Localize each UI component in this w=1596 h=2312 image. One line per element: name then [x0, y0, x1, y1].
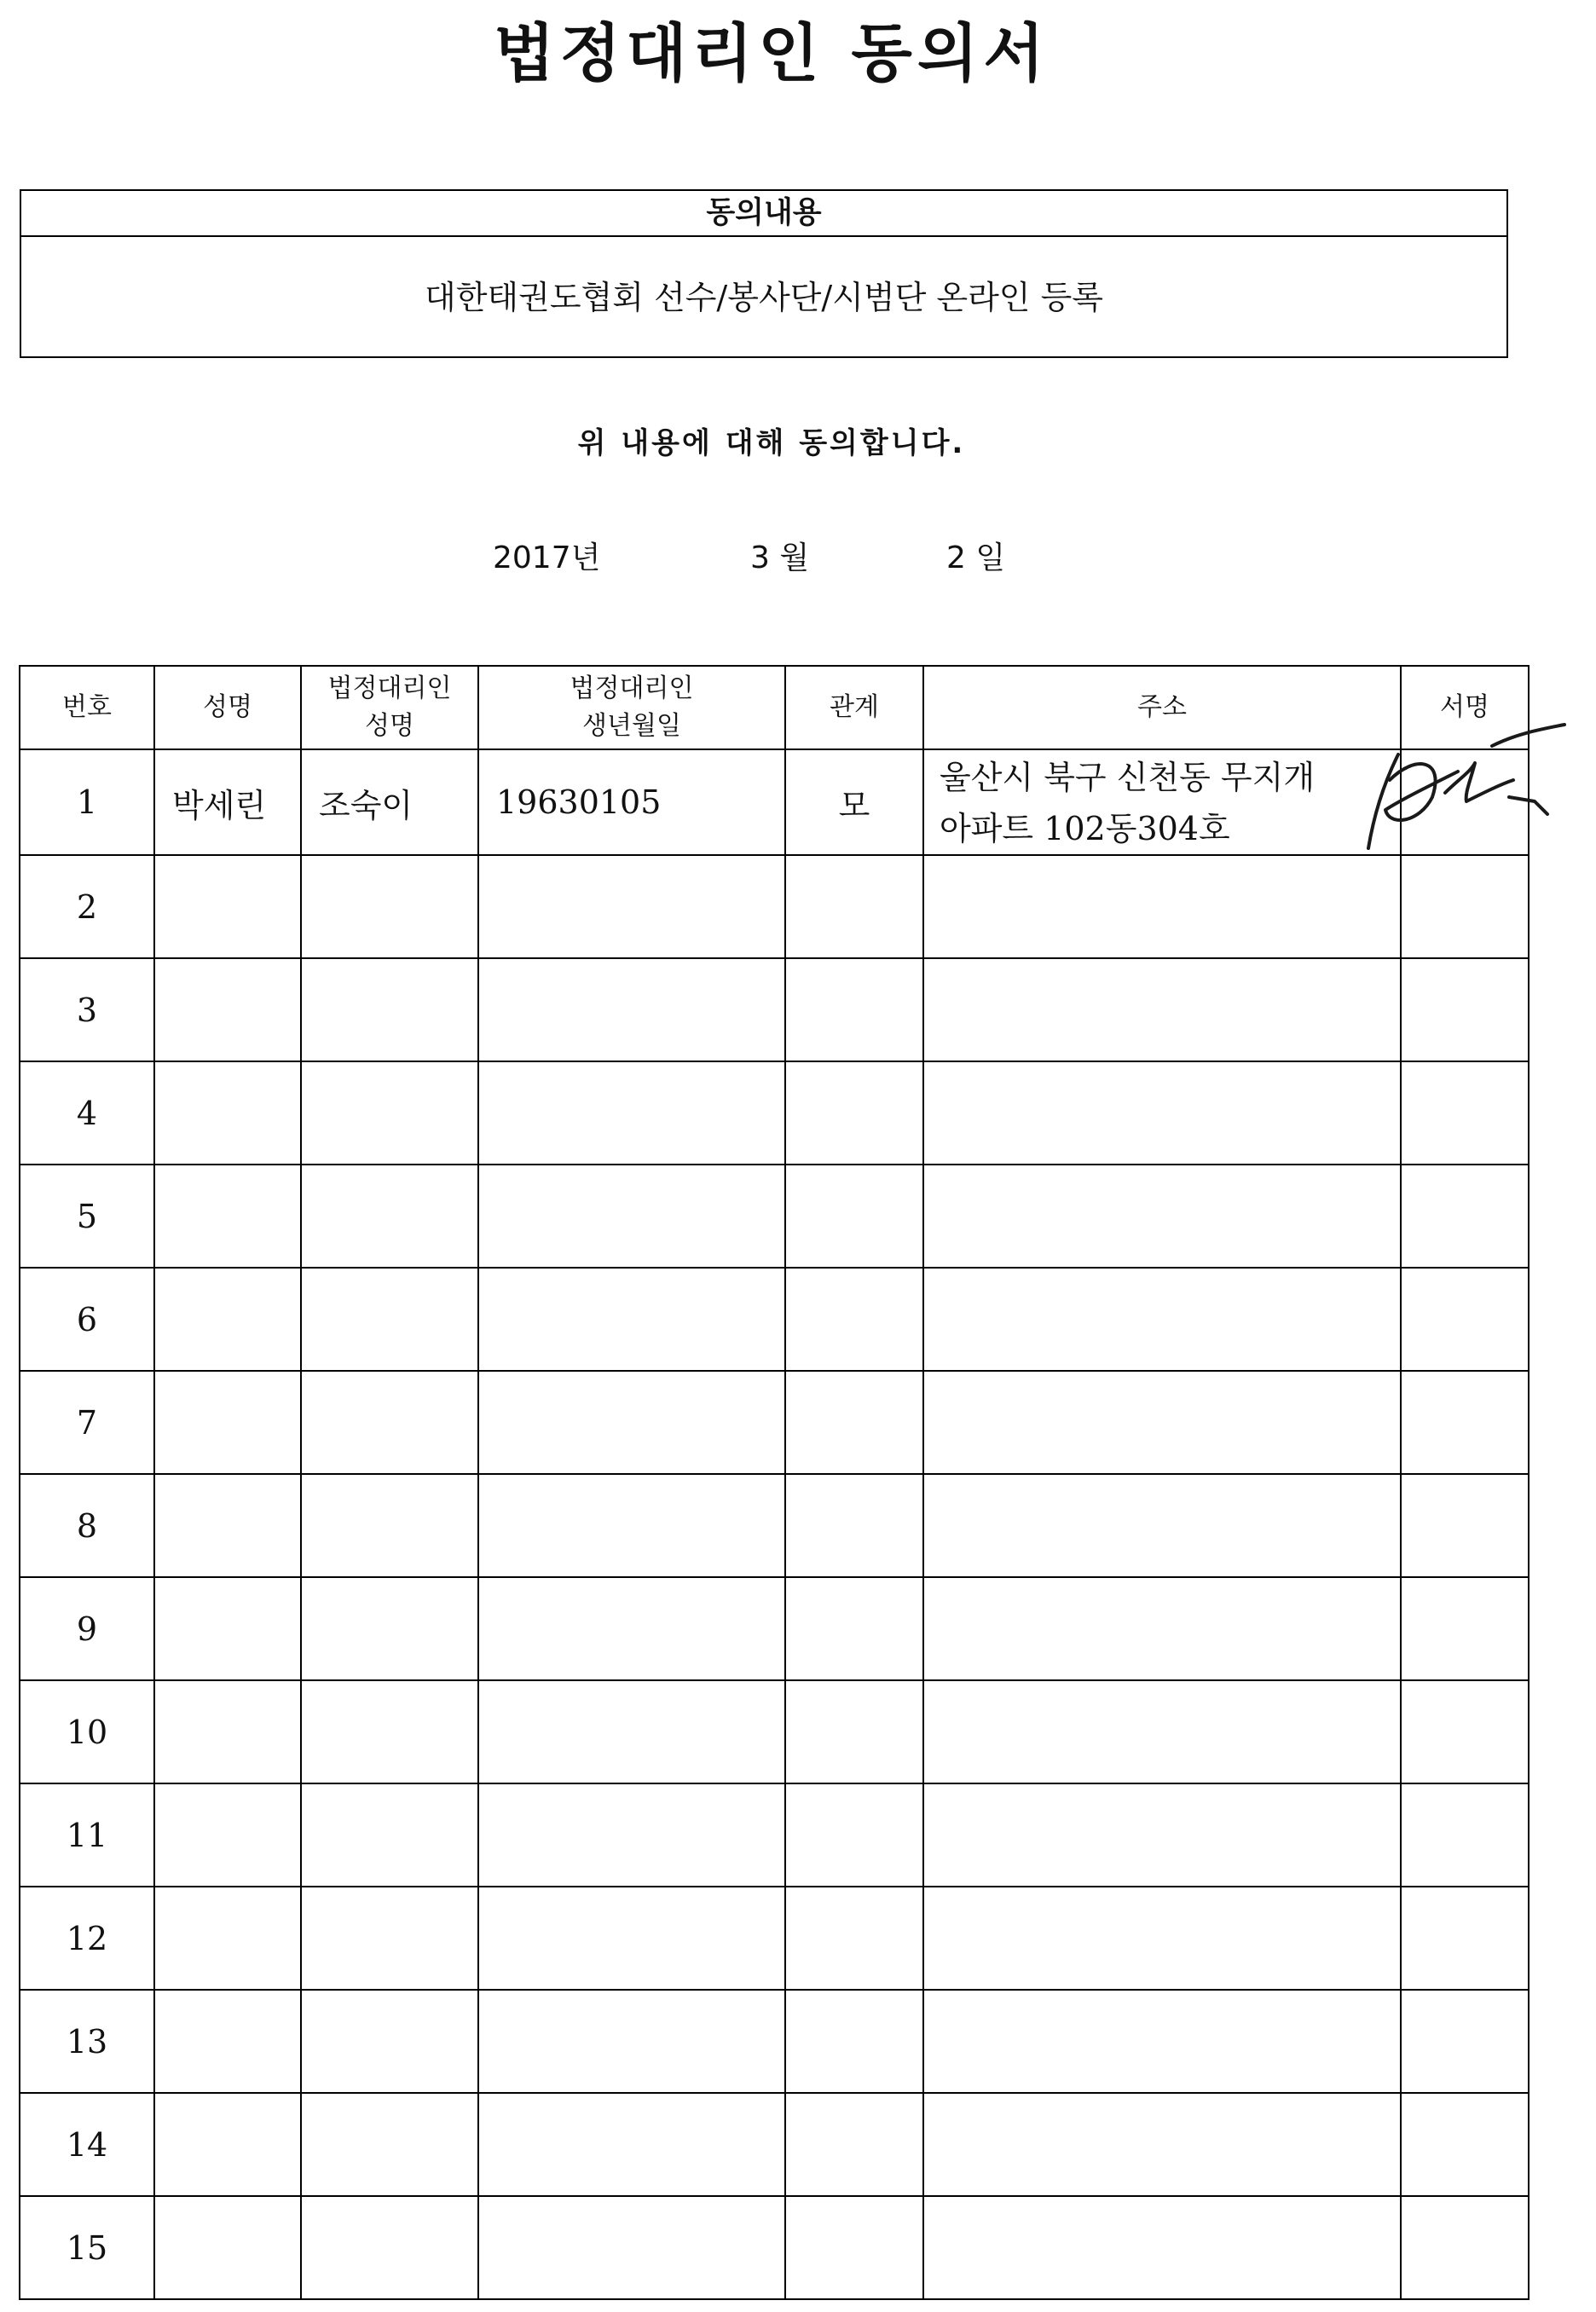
- header-guardian-name-line1: 법정대리인: [327, 673, 452, 703]
- cell-guardian-birth: [478, 958, 785, 1061]
- cell-guardian-name: [301, 1577, 478, 1680]
- date-day: 2 일: [946, 540, 1006, 575]
- cell-address: [923, 1061, 1401, 1165]
- table-row: [20, 1783, 1529, 1887]
- cell-guardian-name: 조숙이: [301, 749, 478, 855]
- cell-no: 12: [20, 1887, 154, 1990]
- cell-no: 3: [20, 958, 154, 1061]
- cell-signature: [1401, 1887, 1529, 1990]
- cell-guardian-name: [301, 1887, 478, 1990]
- cell-guardian-birth: 19630105: [478, 749, 785, 855]
- cell-name: [154, 1577, 301, 1680]
- cell-relation: 모: [785, 749, 923, 855]
- agreement-statement: 위 내용에 대해 동의합니다.: [577, 426, 966, 460]
- cell-guardian-name: [301, 1165, 478, 1268]
- header-guardian-birth: [478, 666, 785, 749]
- table-row: [20, 1577, 1529, 1680]
- cell-guardian-birth: [478, 2093, 785, 2196]
- header-guardian-name: [301, 666, 478, 749]
- cell-guardian-birth: [478, 2196, 785, 2299]
- table-header-row: [20, 666, 1529, 749]
- table-body: [20, 749, 1529, 2299]
- cell-relation: [785, 1680, 923, 1783]
- header-relation: 관계: [785, 666, 923, 749]
- cell-name: [154, 855, 301, 958]
- cell-address: [923, 1165, 1401, 1268]
- cell-guardian-birth: [478, 1371, 785, 1474]
- cell-guardian-birth: [478, 1474, 785, 1577]
- cell-address: [923, 855, 1401, 958]
- cell-no: 2: [20, 855, 154, 958]
- cell-signature: [1401, 1061, 1529, 1165]
- cell-no: 7: [20, 1371, 154, 1474]
- cell-name: [154, 1165, 301, 1268]
- cell-no: 6: [20, 1268, 154, 1371]
- header-no: 번호: [20, 666, 154, 749]
- cell-signature: [1401, 1990, 1529, 2093]
- cell-signature: [1401, 2093, 1529, 2196]
- cell-relation: [785, 958, 923, 1061]
- cell-guardian-name: [301, 1268, 478, 1371]
- cell-name: 박세린: [154, 749, 301, 855]
- table-row: [20, 855, 1529, 958]
- cell-guardian-birth: [478, 1887, 785, 1990]
- cell-address: [923, 1680, 1401, 1783]
- date-year: 2017년: [493, 540, 601, 575]
- cell-signature: [1401, 1165, 1529, 1268]
- header-name: 성명: [154, 666, 301, 749]
- consent-box: [20, 189, 1508, 358]
- page-title: 법정대리인 동의서: [494, 17, 1050, 90]
- handwritten-signature: [1364, 720, 1569, 865]
- cell-address: [923, 1474, 1401, 1577]
- table-row: [20, 1061, 1529, 1165]
- cell-guardian-name: [301, 2196, 478, 2299]
- cell-signature: [1401, 1371, 1529, 1474]
- cell-no: 13: [20, 1990, 154, 2093]
- table-row: [20, 2093, 1529, 2196]
- cell-guardian-name: [301, 1061, 478, 1165]
- cell-address: [923, 1268, 1401, 1371]
- cell-name: [154, 1474, 301, 1577]
- cell-guardian-name: [301, 1680, 478, 1783]
- cell-address: [923, 958, 1401, 1061]
- cell-guardian-name: [301, 958, 478, 1061]
- table-row: [20, 958, 1529, 1061]
- cell-signature: [1401, 1680, 1529, 1783]
- cell-name: [154, 1061, 301, 1165]
- cell-guardian-birth: [478, 1061, 785, 1165]
- table-row: [20, 1165, 1529, 1268]
- cell-address: [923, 749, 1401, 855]
- table-row: [20, 1680, 1529, 1783]
- cell-relation: [785, 1577, 923, 1680]
- cell-relation: [785, 1887, 923, 1990]
- cell-name: [154, 958, 301, 1061]
- cell-signature: [1401, 958, 1529, 1061]
- cell-name: [154, 2196, 301, 2299]
- header-guardian-name-line2: 성명: [365, 711, 414, 741]
- cell-relation: [785, 1783, 923, 1887]
- cell-guardian-birth: [478, 1165, 785, 1268]
- table-row: [20, 1887, 1529, 1990]
- header-signature: 서명: [1401, 666, 1529, 749]
- cell-no: 8: [20, 1474, 154, 1577]
- cell-name: [154, 2093, 301, 2196]
- cell-address: [923, 2196, 1401, 2299]
- cell-guardian-birth: [478, 1990, 785, 2093]
- cell-relation: [785, 1990, 923, 2093]
- table-row: [20, 749, 1529, 855]
- cell-name: [154, 1887, 301, 1990]
- cell-address: [923, 1887, 1401, 1990]
- cell-no: 15: [20, 2196, 154, 2299]
- cell-address: [923, 1783, 1401, 1887]
- cell-name: [154, 1680, 301, 1783]
- cell-guardian-name: [301, 1990, 478, 2093]
- cell-relation: [785, 2093, 923, 2196]
- header-address: 주소: [923, 666, 1401, 749]
- address-line-1: 울산시 북구 신천동 무지개: [940, 759, 1316, 796]
- cell-name: [154, 1371, 301, 1474]
- header-guardian-birth-line2: 생년월일: [582, 711, 681, 741]
- cell-signature: [1401, 1474, 1529, 1577]
- table-row: [20, 1474, 1529, 1577]
- cell-name: [154, 1990, 301, 2093]
- table-row: [20, 1268, 1529, 1371]
- cell-signature: [1401, 1783, 1529, 1887]
- cell-address: [923, 1990, 1401, 2093]
- cell-no: 9: [20, 1577, 154, 1680]
- cell-signature: [1401, 855, 1529, 958]
- cell-guardian-name: [301, 2093, 478, 2196]
- guardian-roster-table: [19, 665, 1530, 2300]
- cell-guardian-birth: [478, 1680, 785, 1783]
- cell-address: [923, 2093, 1401, 2196]
- cell-no: 1: [20, 749, 154, 855]
- address-line-2: 아파트 102동304호: [940, 810, 1230, 847]
- cell-no: 10: [20, 1680, 154, 1783]
- cell-relation: [785, 855, 923, 958]
- cell-address: [923, 1371, 1401, 1474]
- cell-no: 14: [20, 2093, 154, 2196]
- cell-address: [923, 1577, 1401, 1680]
- cell-guardian-birth: [478, 1783, 785, 1887]
- cell-guardian-name: [301, 855, 478, 958]
- cell-name: [154, 1268, 301, 1371]
- cell-guardian-birth: [478, 1577, 785, 1680]
- consent-header: 동의내용: [21, 191, 1506, 237]
- cell-relation: [785, 1371, 923, 1474]
- cell-signature: [1401, 1577, 1529, 1680]
- header-guardian-birth-line1: 법정대리인: [570, 673, 694, 703]
- cell-no: 11: [20, 1783, 154, 1887]
- table-row: [20, 2196, 1529, 2299]
- cell-relation: [785, 1268, 923, 1371]
- cell-guardian-birth: [478, 1268, 785, 1371]
- cell-relation: [785, 1061, 923, 1165]
- cell-name: [154, 1783, 301, 1887]
- cell-relation: [785, 1474, 923, 1577]
- table-row: [20, 1990, 1529, 2093]
- consent-content: 대한태권도협회 선수/봉사단/시범단 온라인 등록: [424, 279, 1103, 316]
- cell-no: 4: [20, 1061, 154, 1165]
- cell-guardian-name: [301, 1371, 478, 1474]
- cell-guardian-name: [301, 1474, 478, 1577]
- table-row: [20, 1371, 1529, 1474]
- cell-guardian-birth: [478, 855, 785, 958]
- cell-signature: [1401, 1268, 1529, 1371]
- cell-no: 5: [20, 1165, 154, 1268]
- cell-relation: [785, 1165, 923, 1268]
- cell-guardian-name: [301, 1783, 478, 1887]
- cell-relation: [785, 2196, 923, 2299]
- cell-signature: [1401, 2196, 1529, 2299]
- date-month: 3 월: [750, 540, 810, 575]
